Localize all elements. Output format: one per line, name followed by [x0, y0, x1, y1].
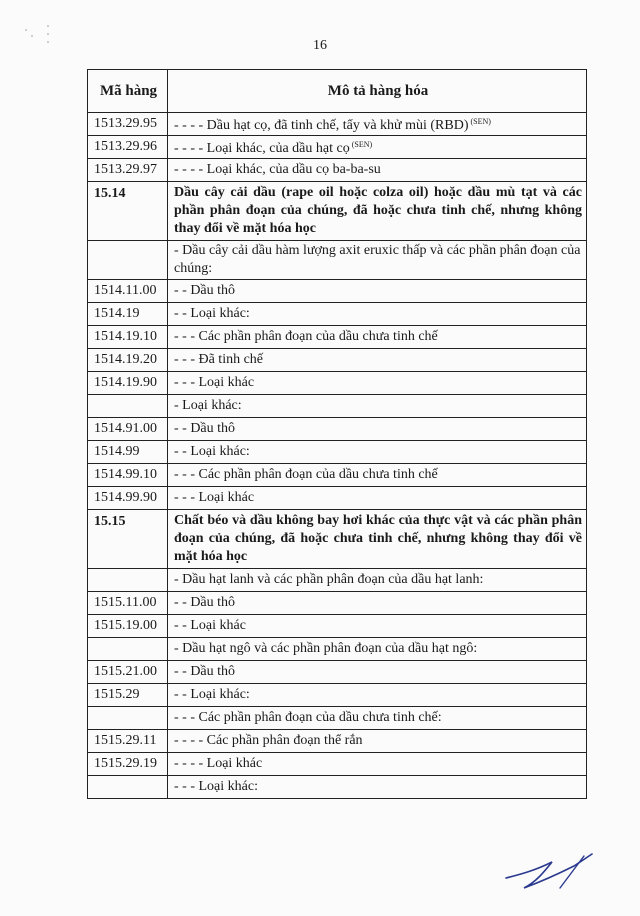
table-row — [88, 441, 587, 464]
hs-code: 1514.11.00 — [88, 280, 168, 303]
hs-code: 1514.99 — [88, 441, 168, 464]
hs-code: 1514.99.10 — [88, 464, 168, 487]
goods-description — [168, 280, 587, 303]
hs-code: 1513.29.97 — [88, 159, 168, 182]
goods-description — [168, 707, 587, 730]
table-row — [88, 418, 587, 441]
description-text: - Dầu hạt ngô và các phần phân đoạn của dầu hạt ngô: — [174, 641, 478, 656]
goods-description — [168, 661, 587, 684]
description-text: - - Loại khác: — [174, 687, 250, 702]
table-row — [88, 684, 587, 707]
description-text: - - - Loại khác: — [174, 779, 258, 794]
table-row — [88, 113, 587, 136]
table-row — [88, 395, 587, 418]
signature-mark — [500, 848, 600, 898]
sen-marker: (SEN) — [351, 140, 373, 149]
description-text: Dầu cây cải dầu (rape oil hoặc colza oil) hoặc dầu mù tạt và các phần phân đoạn của chúng, đã hoặc chưa tinh chế, nhưng không thay đổi về mặt hóa học — [174, 185, 582, 236]
description-text: - - Dầu thô — [174, 664, 236, 679]
table-body — [88, 113, 587, 799]
page-number: 16 — [313, 38, 327, 53]
table-row — [88, 487, 587, 510]
table-row — [88, 638, 587, 661]
hs-code: 15.14 — [88, 182, 168, 241]
table-row — [88, 326, 587, 349]
sen-marker: (SEN) — [470, 117, 491, 126]
description-text: - - - Các phần phân đoạn của dầu chưa tinh chế — [174, 467, 438, 482]
hs-code — [88, 395, 168, 418]
table-row — [88, 569, 587, 592]
description-text: - - Dầu thô — [174, 595, 236, 610]
hs-code — [88, 638, 168, 661]
description-text: - - Dầu thô — [174, 283, 236, 298]
goods-description — [168, 372, 587, 395]
table-row — [88, 241, 587, 280]
goods-description — [168, 326, 587, 349]
heading-row — [88, 182, 587, 241]
description-text: - - - - Loại khác, của dầu cọ ba-ba-su — [174, 162, 381, 177]
hs-code: 1515.29.19 — [88, 753, 168, 776]
goods-description — [168, 487, 587, 510]
header-description: Mô tả hàng hóa — [168, 70, 587, 113]
goods-description — [168, 684, 587, 707]
hs-code: 1514.99.90 — [88, 487, 168, 510]
table-row — [88, 776, 587, 799]
table-row — [88, 730, 587, 753]
description-text: - - - - Dầu hạt cọ, đã tinh chế, tẩy và khử mùi (RBD) — [174, 118, 469, 133]
description-text: - - Loại khác — [174, 618, 246, 633]
table-row — [88, 136, 587, 159]
table-row — [88, 303, 587, 326]
hs-code: 1514.19.90 — [88, 372, 168, 395]
hs-code: 15.15 — [88, 510, 168, 569]
description-text: - - - Các phần phân đoạn của dầu chưa tinh chế — [174, 329, 438, 344]
description-text: - - - - Loại khác, của dầu hạt cọ — [174, 141, 350, 156]
goods-description — [168, 753, 587, 776]
hs-code: 1513.29.95 — [88, 113, 168, 136]
description-text: - - - Loại khác — [174, 375, 255, 390]
description-text: - Dầu cây cải dầu hàm lượng axit eruxic thấp và các phần phân đoạn của chúng: — [174, 243, 581, 276]
hs-code: 1514.19.20 — [88, 349, 168, 372]
goods-description — [168, 615, 587, 638]
heading-row — [88, 510, 587, 569]
hs-code: 1515.29 — [88, 684, 168, 707]
hs-code — [88, 569, 168, 592]
table-row — [88, 753, 587, 776]
table-row — [88, 280, 587, 303]
description-text: - - - Đã tinh chế — [174, 352, 264, 367]
goods-description — [168, 510, 587, 569]
description-text: Chất béo và dầu không bay hơi khác của thực vật và các phần phân đoạn của chúng, đã hoặc chưa tinh chế, nhưng không thay đổi về mặt hóa học — [174, 513, 582, 564]
tariff-table — [87, 69, 587, 799]
goods-description — [168, 395, 587, 418]
goods-description — [168, 569, 587, 592]
goods-description — [168, 464, 587, 487]
description-text: - - Loại khác: — [174, 306, 250, 321]
description-text: - Dầu hạt lanh và các phần phân đoạn của dầu hạt lanh: — [174, 572, 484, 587]
hs-code: 1514.19.10 — [88, 326, 168, 349]
goods-description — [168, 303, 587, 326]
table-row — [88, 707, 587, 730]
goods-description — [168, 638, 587, 661]
hs-code — [88, 241, 168, 280]
hs-code: 1515.11.00 — [88, 592, 168, 615]
table-row — [88, 661, 587, 684]
description-text: - - - - Các phần phân đoạn thể rắn — [174, 733, 363, 748]
description-text: - - Dầu thô — [174, 421, 236, 436]
description-text: - - - Loại khác — [174, 490, 255, 505]
hs-code: 1515.19.00 — [88, 615, 168, 638]
hs-code — [88, 776, 168, 799]
goods-description — [168, 241, 587, 280]
table-row — [88, 372, 587, 395]
goods-description — [168, 349, 587, 372]
goods-description — [168, 441, 587, 464]
goods-description — [168, 730, 587, 753]
hs-code: 1515.21.00 — [88, 661, 168, 684]
table-row — [88, 349, 587, 372]
hs-code: 1513.29.96 — [88, 136, 168, 159]
goods-description — [168, 113, 587, 136]
table-row — [88, 592, 587, 615]
goods-description — [168, 776, 587, 799]
table-row — [88, 615, 587, 638]
goods-description — [168, 159, 587, 182]
hs-code: 1514.91.00 — [88, 418, 168, 441]
goods-description — [168, 182, 587, 241]
description-text: - - - - Loại khác — [174, 756, 263, 771]
hs-code — [88, 707, 168, 730]
goods-description — [168, 418, 587, 441]
goods-description — [168, 136, 587, 159]
hs-code: 1514.19 — [88, 303, 168, 326]
table-row — [88, 464, 587, 487]
table-row — [88, 159, 587, 182]
goods-description — [168, 592, 587, 615]
description-text: - - Loại khác: — [174, 444, 250, 459]
description-text: - Loại khác: — [174, 398, 242, 413]
table-header-row — [88, 70, 587, 113]
description-text: - - - Các phần phân đoạn của dầu chưa tinh chế: — [174, 710, 442, 725]
hs-code: 1515.29.11 — [88, 730, 168, 753]
header-code: Mã hàng — [88, 70, 168, 113]
